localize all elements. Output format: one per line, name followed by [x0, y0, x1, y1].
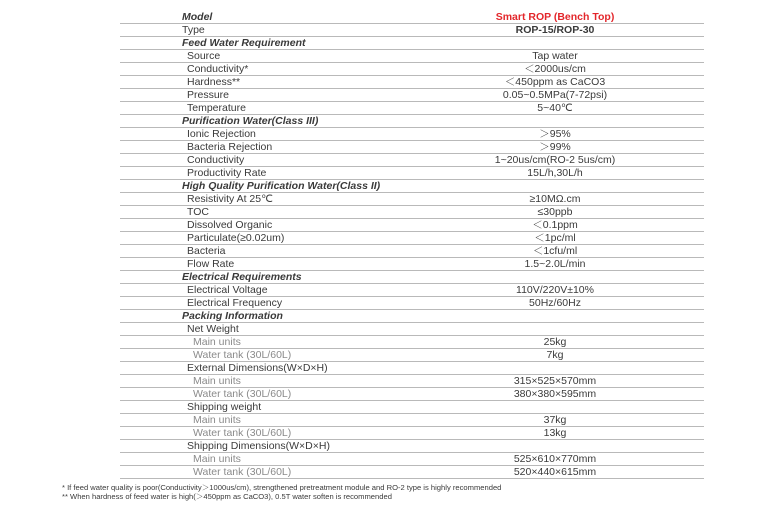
- spec-value: ＞95%: [539, 128, 571, 140]
- spec-row: [120, 466, 704, 479]
- spec-label: Flow Rate: [187, 258, 235, 270]
- spec-label: Electrical Voltage: [187, 284, 268, 296]
- spec-table: [120, 11, 704, 479]
- spec-rows: [120, 37, 704, 479]
- type-label: Type: [182, 24, 205, 36]
- spec-label: Shipping Dimensions(W×D×H): [187, 440, 330, 452]
- spec-row: [120, 141, 704, 154]
- spec-value: ≤30ppb: [537, 206, 573, 218]
- spec-row: [120, 349, 704, 362]
- spec-row: [120, 76, 704, 89]
- spec-value: ＞99%: [539, 141, 571, 153]
- spec-row: [120, 258, 704, 271]
- spec-row: [120, 388, 704, 401]
- spec-sublabel: Main units: [193, 375, 241, 387]
- spec-label: Conductivity: [187, 154, 245, 166]
- spec-label: Shipping weight: [187, 401, 262, 413]
- spec-value: Tap water: [532, 50, 578, 62]
- spec-value: 50Hz/60Hz: [529, 297, 581, 309]
- spec-row: [120, 427, 704, 440]
- spec-value: 110V/220V±10%: [516, 284, 594, 296]
- spec-value: ＜0.1ppm: [532, 219, 578, 231]
- spec-sublabel: Water tank (30L/60L): [193, 349, 292, 361]
- spec-sublabel: Main units: [193, 336, 241, 348]
- spec-row: [120, 414, 704, 427]
- spec-row: [120, 63, 704, 76]
- section-header-row: [120, 180, 704, 193]
- spec-row: [120, 206, 704, 219]
- spec-value: 5~40℃: [537, 102, 573, 114]
- spec-row: [120, 245, 704, 258]
- spec-value: 25kg: [543, 336, 567, 348]
- section-header-row: [120, 271, 704, 284]
- spec-sublabel: Water tank (30L/60L): [193, 427, 292, 439]
- spec-value: 15L/h,30L/h: [527, 167, 583, 179]
- footnote-hardness: ** When hardness of feed water is high(＞450ppm as CaCO3), 0.5T water soften is recommended: [62, 492, 392, 501]
- section-title: Packing Information: [182, 310, 283, 322]
- spec-label: Conductivity*: [187, 63, 249, 75]
- type-value: ROP-15/ROP-30: [515, 24, 595, 36]
- spec-value: ＜2000us/cm: [524, 63, 586, 75]
- spec-label: Dissolved Organic: [187, 219, 273, 231]
- spec-row: [120, 401, 704, 414]
- spec-row: [120, 297, 704, 310]
- spec-row: [120, 232, 704, 245]
- spec-label: External Dimensions(W×D×H): [187, 362, 328, 374]
- spec-value: 37kg: [543, 414, 567, 426]
- model-value: Smart ROP (Bench Top): [495, 11, 615, 23]
- spec-row: [120, 453, 704, 466]
- spec-row: [120, 89, 704, 102]
- spec-value: 13kg: [543, 427, 567, 439]
- spec-value: 525×610×770mm: [513, 453, 597, 465]
- section-header-row: [120, 310, 704, 323]
- spec-value: 1~20us/cm(RO-2 5us/cm): [494, 154, 616, 166]
- spec-row: [120, 167, 704, 180]
- spec-label: Particulate(≥0.02um): [187, 232, 285, 244]
- section-title: Feed Water Requirement: [182, 37, 306, 49]
- spec-row: [120, 440, 704, 453]
- section-header-row: [120, 37, 704, 50]
- spec-value: ＜450ppm as CaCO3: [504, 76, 606, 88]
- spec-row: [120, 128, 704, 141]
- model-label: Model: [182, 11, 213, 23]
- spec-row: [120, 219, 704, 232]
- spec-label: Bacteria: [187, 245, 226, 257]
- spec-value: ≥10MΩ.cm: [529, 193, 581, 205]
- section-title: Electrical Requirements: [182, 271, 302, 283]
- spec-row: [120, 323, 704, 336]
- spec-label: Pressure: [187, 89, 230, 101]
- spec-label: Temperature: [187, 102, 246, 114]
- section-title: High Quality Purification Water(Class II): [182, 180, 381, 192]
- type-row: [120, 24, 704, 37]
- spec-row: [120, 50, 704, 63]
- spec-label: Ionic Rejection: [187, 128, 256, 140]
- spec-label: Productivity Rate: [187, 167, 267, 179]
- spec-value: 1.5~2.0L/min: [524, 258, 586, 270]
- spec-sublabel: Main units: [193, 414, 241, 426]
- footnote-conductivity: * If feed water quality is poor(Conductivity＞1000us/cm), strengthened pretreatment module and RO-2 type is highly recommended: [62, 483, 502, 492]
- spec-row: [120, 193, 704, 206]
- spec-sublabel: Main units: [193, 453, 241, 465]
- spec-sublabel: Water tank (30L/60L): [193, 466, 292, 478]
- spec-value: 520×440×615mm: [513, 466, 597, 478]
- spec-label: Resistivity At 25℃: [187, 193, 273, 205]
- spec-value: 380×380×595mm: [513, 388, 597, 400]
- spec-row: [120, 336, 704, 349]
- spec-row: [120, 362, 704, 375]
- spec-row: [120, 375, 704, 388]
- spec-sublabel: Water tank (30L/60L): [193, 388, 292, 400]
- spec-value: 7kg: [546, 349, 564, 361]
- spec-label: Net Weight: [187, 323, 239, 335]
- model-row: [120, 11, 704, 24]
- spec-label: Hardness**: [187, 76, 241, 88]
- section-header-row: [120, 115, 704, 128]
- spec-row: [120, 284, 704, 297]
- spec-value: ＜1cfu/ml: [532, 245, 578, 257]
- spec-row: [120, 154, 704, 167]
- spec-value: 315×525×570mm: [513, 375, 597, 387]
- spec-value: ＜1pc/ml: [534, 232, 576, 244]
- spec-label: Electrical Frequency: [187, 297, 283, 309]
- footnotes: [62, 483, 501, 501]
- spec-label: TOC: [187, 206, 209, 218]
- section-title: Purification Water(Class III): [182, 115, 319, 127]
- spec-label: Source: [187, 50, 221, 62]
- spec-value: 0.05~0.5MPa(7-72psi): [502, 89, 608, 101]
- spec-row: [120, 102, 704, 115]
- spec-label: Bacteria Rejection: [187, 141, 273, 153]
